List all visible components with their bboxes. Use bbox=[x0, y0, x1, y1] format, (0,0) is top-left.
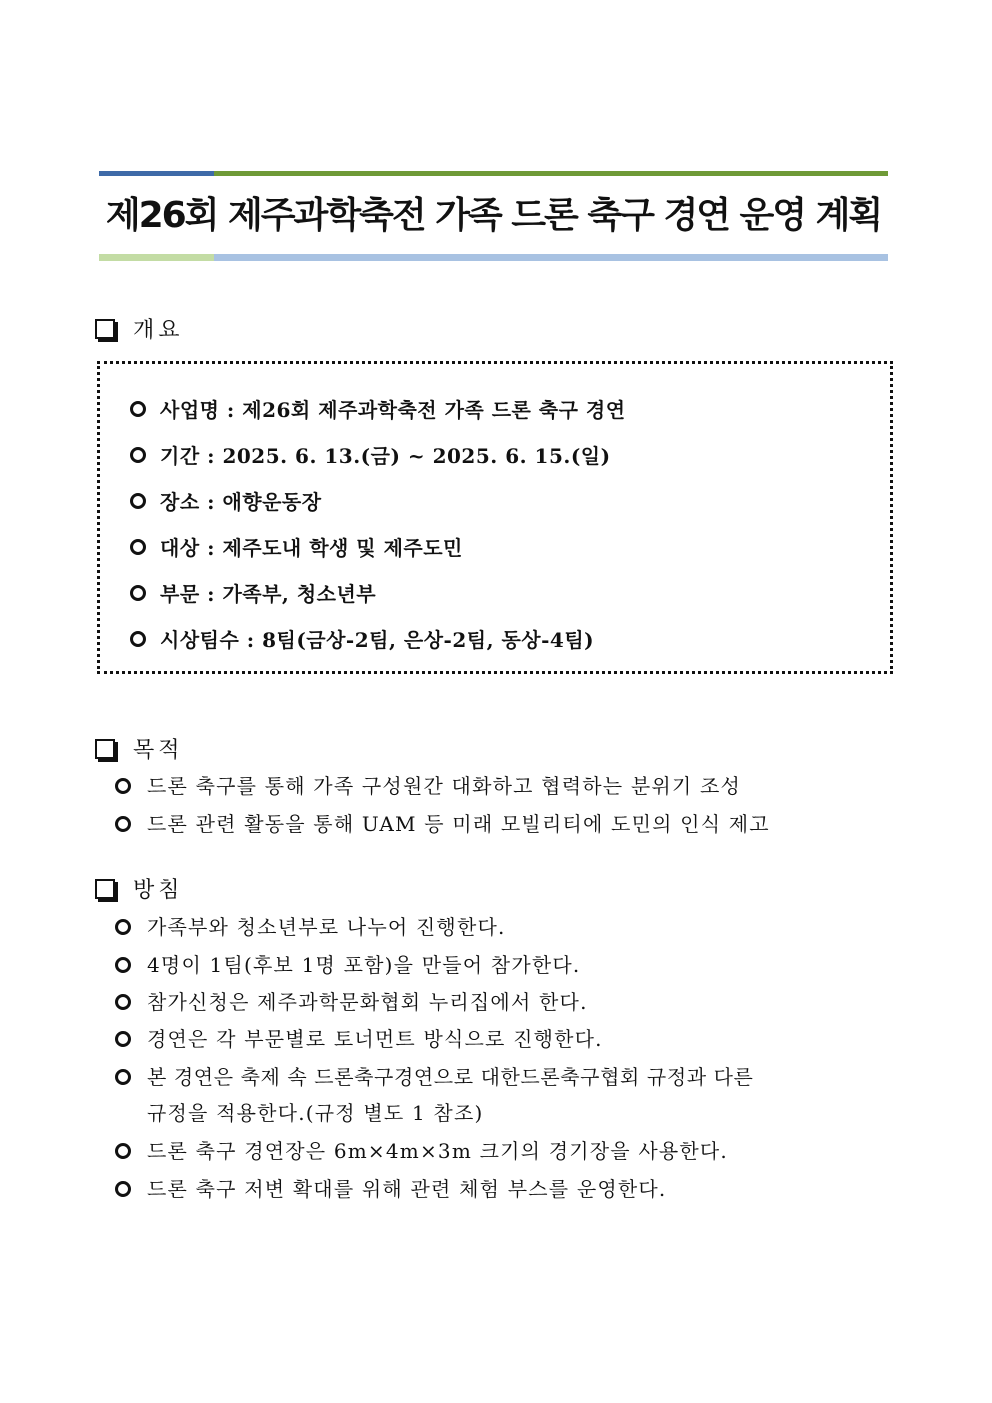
circle-bullet-icon bbox=[130, 447, 146, 463]
document-title: 제26회 제주과학축전 가족 드론 축구 경연 운영 계획 bbox=[105, 195, 882, 236]
circle-bullet-icon bbox=[115, 957, 131, 973]
circle-bullet-icon bbox=[130, 585, 146, 601]
list-item: 본 경연은 축제 속 드론축구경연으로 대한드론축구협회 규정과 다른 bbox=[115, 1059, 753, 1095]
square-bullet-icon bbox=[95, 319, 115, 339]
overview-item-period: 기간 : 2025. 6. 13.(금) ~ 2025. 6. 15.(일) bbox=[130, 440, 611, 469]
overview-box bbox=[97, 361, 893, 674]
circle-bullet-icon bbox=[130, 631, 146, 647]
overview-item-division: 부문 : 가족부, 청소년부 bbox=[130, 578, 376, 607]
list-item: 가족부와 청소년부로 나누어 진행한다. bbox=[115, 909, 506, 945]
list-item: 4명이 1팀(후보 1명 포함)을 만들어 참가한다. bbox=[115, 947, 580, 983]
list-item: 드론 축구 경연장은 6m×4m×3m 크기의 경기장을 사용한다. bbox=[115, 1133, 728, 1169]
section-overview-heading: 개요 bbox=[95, 313, 184, 344]
circle-bullet-icon bbox=[115, 778, 131, 794]
circle-bullet-icon bbox=[115, 1143, 131, 1159]
title-top-rule bbox=[214, 171, 888, 176]
title-bottom-rule bbox=[214, 254, 888, 261]
section-purpose-heading: 목적 bbox=[95, 733, 184, 764]
title-top-rule-dark bbox=[99, 171, 214, 176]
square-bullet-icon bbox=[95, 879, 115, 899]
circle-bullet-icon bbox=[115, 1181, 131, 1197]
circle-bullet-icon bbox=[115, 1031, 131, 1047]
overview-item-project: 사업명 : 제26회 제주과학축전 가족 드론 축구 경연 bbox=[130, 394, 626, 423]
circle-bullet-icon bbox=[115, 816, 131, 832]
circle-bullet-icon bbox=[115, 919, 131, 935]
overview-item-venue: 장소 : 애향운동장 bbox=[130, 486, 322, 515]
list-item: 드론 축구 저변 확대를 위해 관련 체험 부스를 운영한다. bbox=[115, 1171, 666, 1207]
circle-bullet-icon bbox=[130, 401, 146, 417]
square-bullet-icon bbox=[95, 739, 115, 759]
section-policy-heading: 방침 bbox=[95, 873, 184, 904]
overview-item-awards: 시상팀수 : 8팀(금상-2팀, 은상-2팀, 동상-4팀) bbox=[130, 624, 594, 653]
list-item: 드론 관련 활동을 통해 UAM 등 미래 모빌리티에 도민의 인식 제고 bbox=[115, 806, 770, 842]
list-item: 참가신청은 제주과학문화협회 누리집에서 한다. bbox=[115, 984, 588, 1020]
list-item: 경연은 각 부문별로 토너먼트 방식으로 진행한다. bbox=[115, 1021, 603, 1057]
circle-bullet-icon bbox=[130, 493, 146, 509]
overview-item-target: 대상 : 제주도내 학생 및 제주도민 bbox=[130, 532, 463, 561]
list-item-continuation: 규정을 적용한다.(규정 별도 1 참조) bbox=[147, 1101, 484, 1125]
circle-bullet-icon bbox=[115, 1069, 131, 1085]
circle-bullet-icon bbox=[115, 994, 131, 1010]
list-item: 드론 축구를 통해 가족 구성원간 대화하고 협력하는 분위기 조성 bbox=[115, 768, 741, 804]
title-bottom-rule-light bbox=[99, 254, 214, 261]
circle-bullet-icon bbox=[130, 539, 146, 555]
